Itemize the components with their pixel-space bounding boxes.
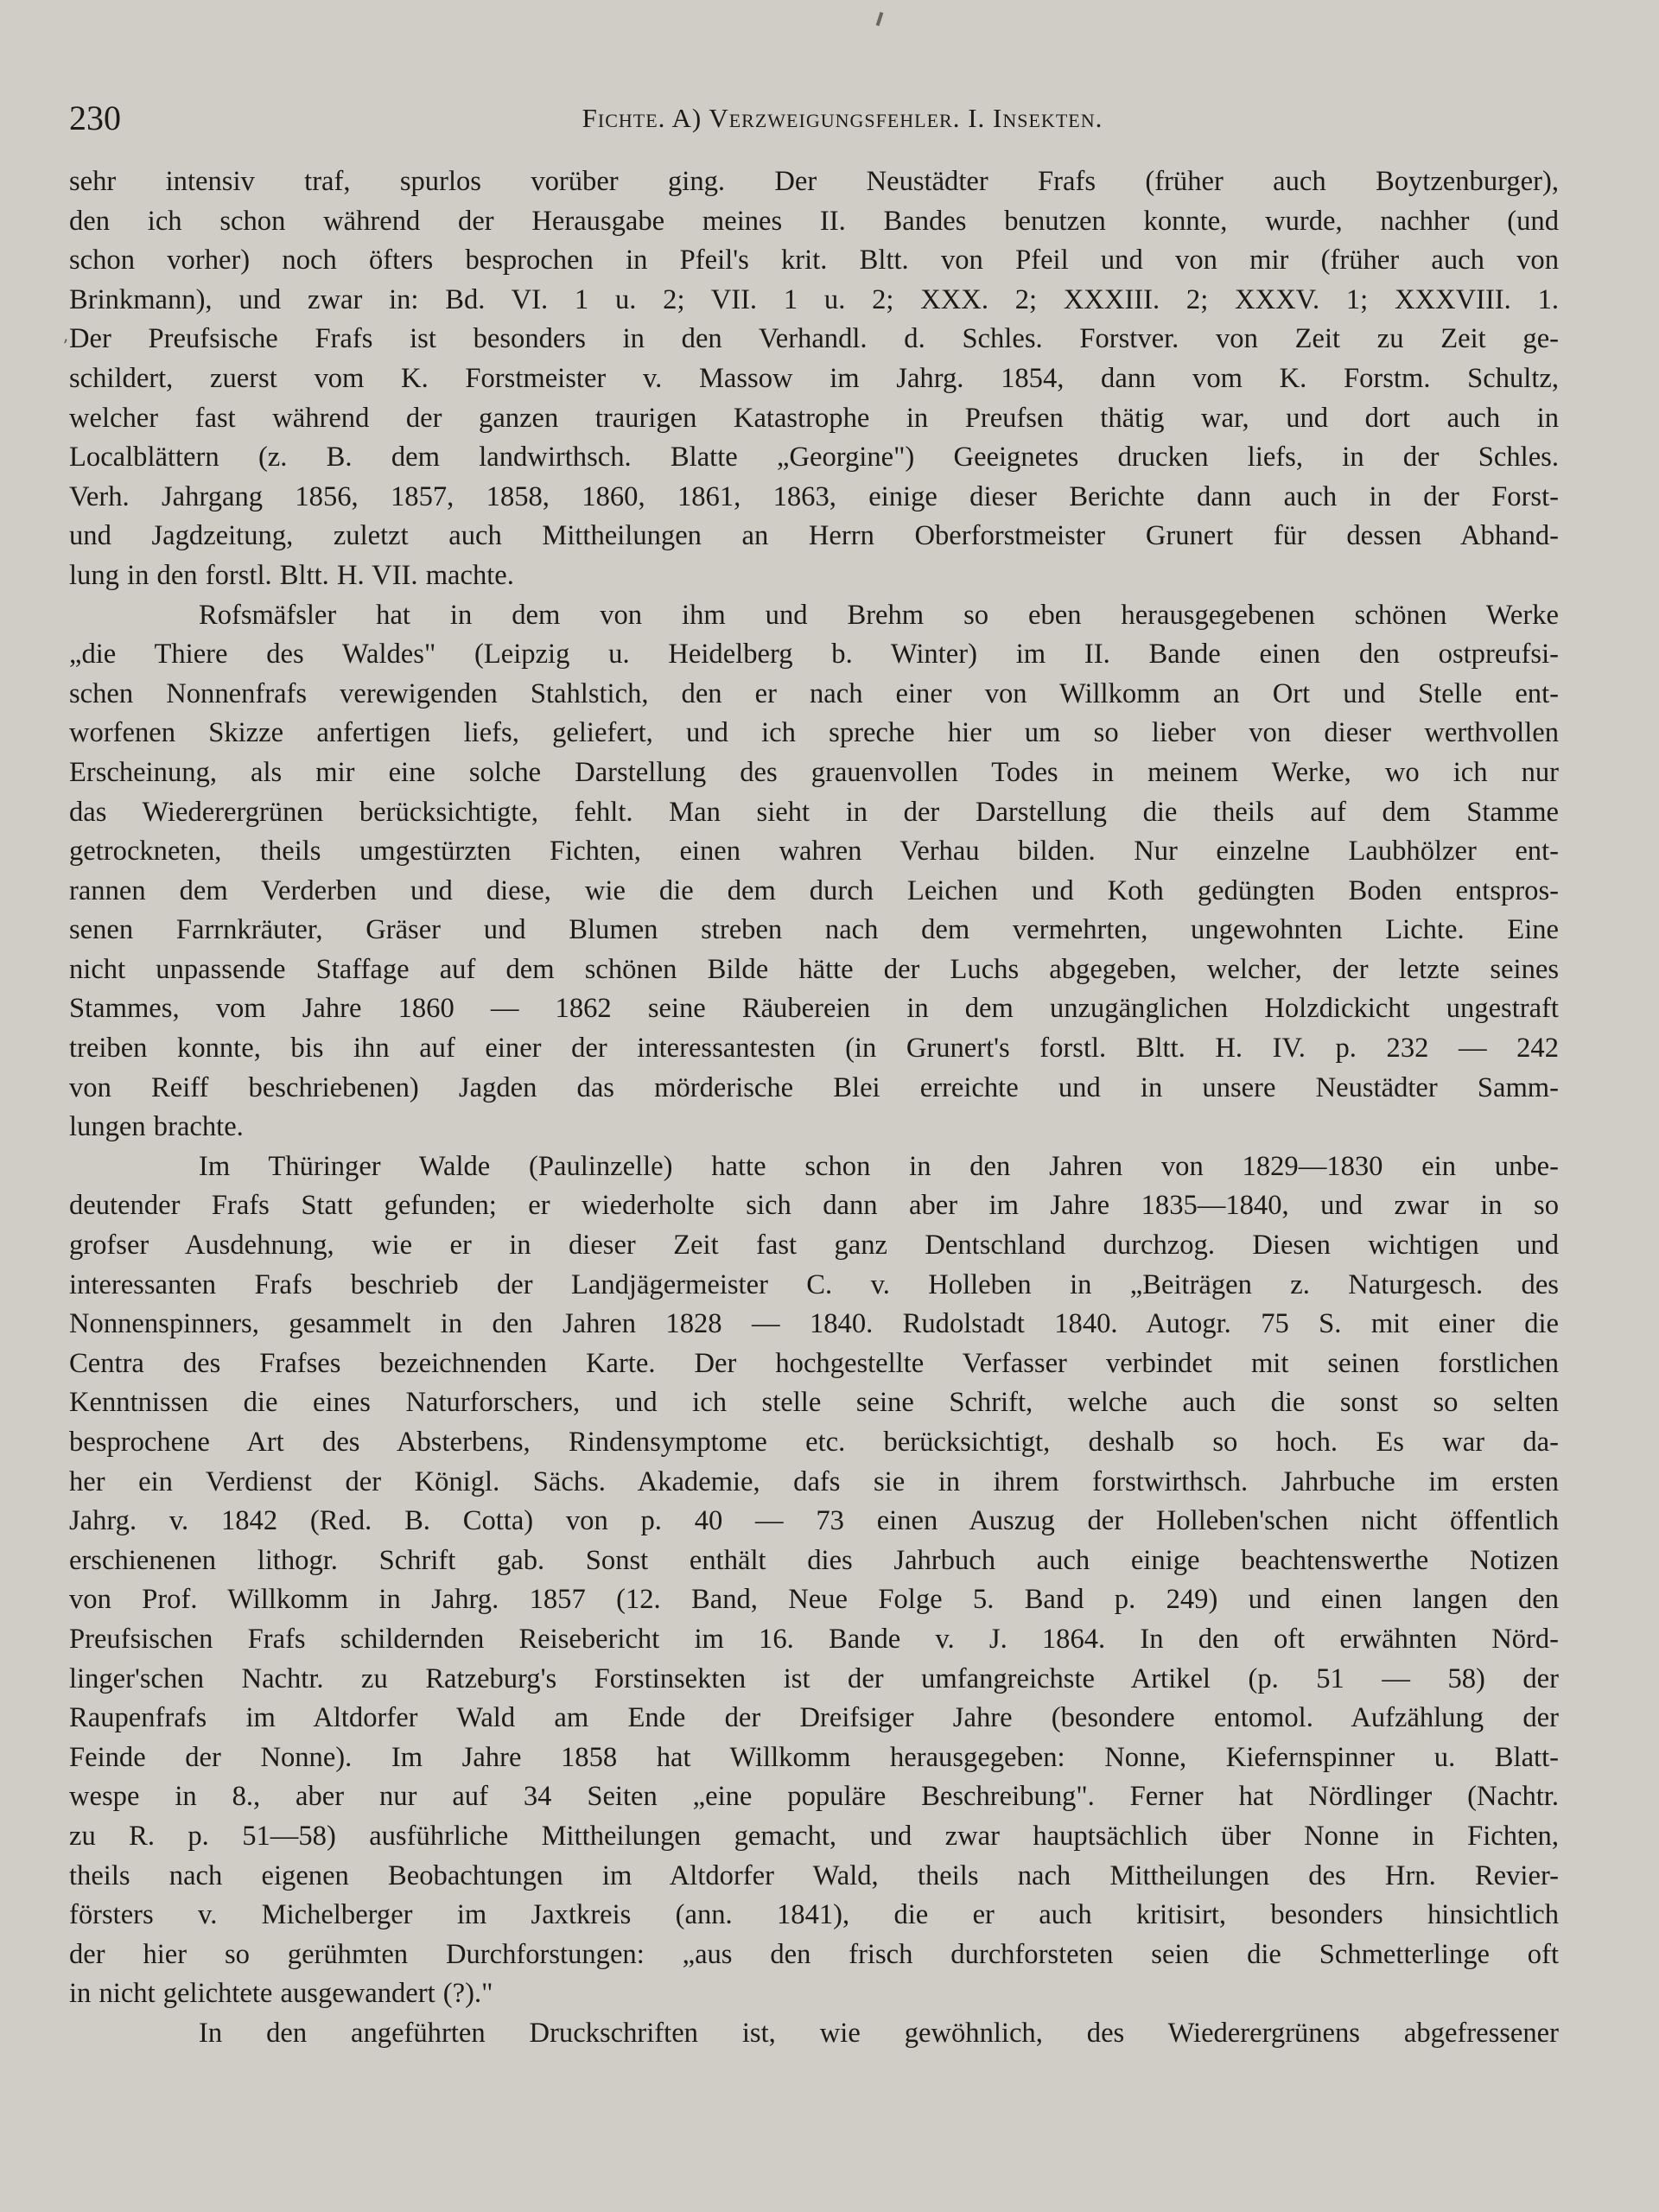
text-line: besprochene Art des Absterbens, Rindensymptome etc. berücksichtigt, deshalb so hoch. Es war da- <box>69 1427 1559 1458</box>
text-line: getrockneten, theils umgestürzten Fichten, einen wahren Verhau bilden. Nur einzelne Laubhölzer ent- <box>69 836 1559 868</box>
text-line: her ein Verdienst der Königl. Sächs. Akademie, dafs sie in ihrem forstwirthsch. Jahrbuche im ersten <box>69 1465 1559 1497</box>
text-line: den ich schon während der Herausgabe meines II. Bandes benutzen konnte, wurde, nachher (und <box>69 205 1559 237</box>
text-line: Verh. Jahrgang 1856, 1857, 1858, 1860, 1861, 1863, einige dieser Berichte dann auch in der Forst- <box>69 480 1559 512</box>
paragraph-start: Im Thüringer Walde (Paulinzelle) hatte schon in den Jahren von 1829—1830 ein unbe- <box>199 1150 1559 1182</box>
text-line: Kenntnissen die eines Naturforschers, und ich stelle seine Schrift, welche auch die sonst so selten <box>69 1387 1559 1419</box>
text-line: und Jagdzeitung, zuletzt auch Mittheilungen an Herrn Oberforstmeister Grunert für dessen Abhand- <box>69 520 1559 552</box>
page-number: 230 <box>69 99 121 137</box>
text-line: Erscheinung, als mir eine solche Darstellung des grauenvollen Todes in meinem Werke, wo ich nur <box>69 756 1559 788</box>
text-line: das Wiederergrünen berücksichtigte, fehlt. Man sieht in der Darstellung die theils auf dem Stamme <box>69 796 1559 828</box>
text-line: Centra des Frafses bezeichnenden Karte. Der hochgestellte Verfasser verbindet mit seinen forstlichen <box>69 1347 1559 1379</box>
text-line: interessanten Frafs beschrieb der Landjägermeister C. v. Holleben in „Beiträgen z. Naturgesch. des <box>69 1268 1559 1300</box>
text-line: nicht unpassende Staffage auf dem schönen Bilde hätte der Luchs abgegeben, welcher, der letzte seines <box>69 953 1559 985</box>
text-line: lung in den forstl. Bltt. H. VII. machte. <box>69 559 514 591</box>
text-line: zu R. p. 51—58) ausführliche Mittheilungen gemacht, und zwar hauptsächlich über Nonne in Fichten, <box>69 1820 1559 1852</box>
text-line: Der Preufsische Frafs ist besonders in den Verhandl. d. Schles. Forstver. von Zeit zu Zeit ge- <box>69 323 1559 355</box>
text-line: worfenen Skizze anfertigen liefs, geliefert, und ich spreche hier um so lieber von dieser werthvollen <box>69 717 1559 749</box>
body-text <box>69 162 1559 2054</box>
paragraph-start: Rofsmäfsler hat in dem von ihm und Brehm so eben herausgegebenen schönen Werke <box>199 599 1559 631</box>
text-line: Raupenfrafs im Altdorfer Wald am Ende der Dreifsiger Jahre (besondere entomol. Aufzählung der <box>69 1702 1559 1734</box>
text-line: Brinkmann), und zwar in: Bd. VI. 1 u. 2; VII. 1 u. 2; XXX. 2; XXXIII. 2; XXXV. 1; XXXVIII. 1. <box>69 283 1559 315</box>
text-line: grofser Ausdehnung, wie er in dieser Zeit fast ganz Dentschland durchzog. Diesen wichtigen und <box>69 1230 1559 1262</box>
text-line: Preufsischen Frafs schildernden Reisebericht im 16. Bande v. J. 1864. In den oft erwähnten Nörd- <box>69 1623 1559 1655</box>
text-line: Feinde der Nonne). Im Jahre 1858 hat Willkomm herausgegeben: Nonne, Kiefernspinner u. Blatt- <box>69 1741 1559 1773</box>
page-header <box>69 97 1564 140</box>
text-line: schen Nonnenfrafs verewigenden Stahlstich, den er nach einer von Willkomm an Ort und Stelle ent- <box>69 677 1559 709</box>
text-line: deutender Frafs Statt gefunden; er wiederholte sich dann aber im Jahre 1835—1840, und zwar in so <box>69 1190 1559 1222</box>
text-line: treiben konnte, bis ihn auf einer der interessantesten (in Grunert's forstl. Bltt. H. IV. p. 232 — 242 <box>69 1033 1559 1065</box>
text-line: theils nach eigenen Beobachtungen im Altdorfer Wald, theils nach Mittheilungen des Hrn. Revier- <box>69 1859 1559 1891</box>
paragraph-start: In den angeführten Druckschriften ist, wie gewöhnlich, des Wiederergrünens abgefressener <box>199 2017 1559 2049</box>
text-line: von Reiff beschriebenen) Jagden das mörderische Blei erreichte und in unsere Neustädter Samm- <box>69 1071 1559 1103</box>
running-head: Fichte. A) Verzweigungsfehler. I. Insekten. <box>582 103 1103 133</box>
text-line: erschienenen lithogr. Schrift gab. Sonst enthält dies Jahrbuch auch einige beachtenswerthe Notizen <box>69 1544 1559 1576</box>
text-line: schon vorher) noch öfters besprochen in Pfeil's krit. Bltt. von Pfeil und von mir (früher auch von <box>69 245 1559 276</box>
text-line: senen Farrnkräuter, Gräser und Blumen streben nach dem vermehrten, ungewohnten Lichte. Eine <box>69 914 1559 946</box>
text-line: schildert, zuerst vom K. Forstmeister v. Massow im Jahrg. 1854, dann vom K. Forstm. Schultz, <box>69 362 1559 394</box>
text-line: linger'schen Nachtr. zu Ratzeburg's Forstinsekten ist der umfangreichste Artikel (p. 51 — 58) der <box>69 1662 1559 1694</box>
text-line: Jahrg. v. 1842 (Red. B. Cotta) von p. 40 — 73 einen Auszug der Holleben'schen nicht öffentlich <box>69 1505 1559 1537</box>
print-mark <box>876 12 884 26</box>
text-line: lungen brachte. <box>69 1111 244 1143</box>
margin-mark: ʼ <box>62 335 68 356</box>
text-line: Localblättern (z. B. dem landwirthsch. Blatte „Georgine") Geeignetes drucken liefs, in der Schles. <box>69 442 1559 474</box>
text-line: „die Thiere des Waldes" (Leipzig u. Heidelberg b. Winter) im II. Bande einen den ostpreufsi- <box>69 639 1559 671</box>
text-line: der hier so gerühmten Durchforstungen: „aus den frisch durchforsteten seien die Schmetterlinge oft <box>69 1938 1559 1970</box>
text-line: försters v. Michelberger im Jaxtkreis (ann. 1841), die er auch kritisirt, besonders hinsichtlich <box>69 1899 1559 1931</box>
text-line: welcher fast während der ganzen traurigen Katastrophe in Preufsen thätig war, und dort auch in <box>69 402 1559 434</box>
text-line: von Prof. Willkomm in Jahrg. 1857 (12. Band, Neue Folge 5. Band p. 249) und einen langen den <box>69 1584 1559 1616</box>
text-line: in nicht gelichtete ausgewandert (?)." <box>69 1978 493 2010</box>
text-line: sehr intensiv traf, spurlos vorüber ging. Der Neustädter Frafs (früher auch Boytzenburger), <box>69 166 1559 197</box>
text-line: wespe in 8., aber nur auf 34 Seiten „eine populäre Beschreibung". Ferner hat Nördlinger (Nachtr. <box>69 1781 1559 1813</box>
text-line: Nonnenspinners, gesammelt in den Jahren 1828 — 1840. Rudolstadt 1840. Autogr. 75 S. mit einer die <box>69 1308 1559 1340</box>
text-line: Stammes, vom Jahre 1860 — 1862 seine Räubereien in dem unzugänglichen Holzdickicht ungestraft <box>69 993 1559 1025</box>
text-line: rannen dem Verderben und diese, wie die dem durch Leichen und Koth gedüngten Boden entspros- <box>69 874 1559 906</box>
